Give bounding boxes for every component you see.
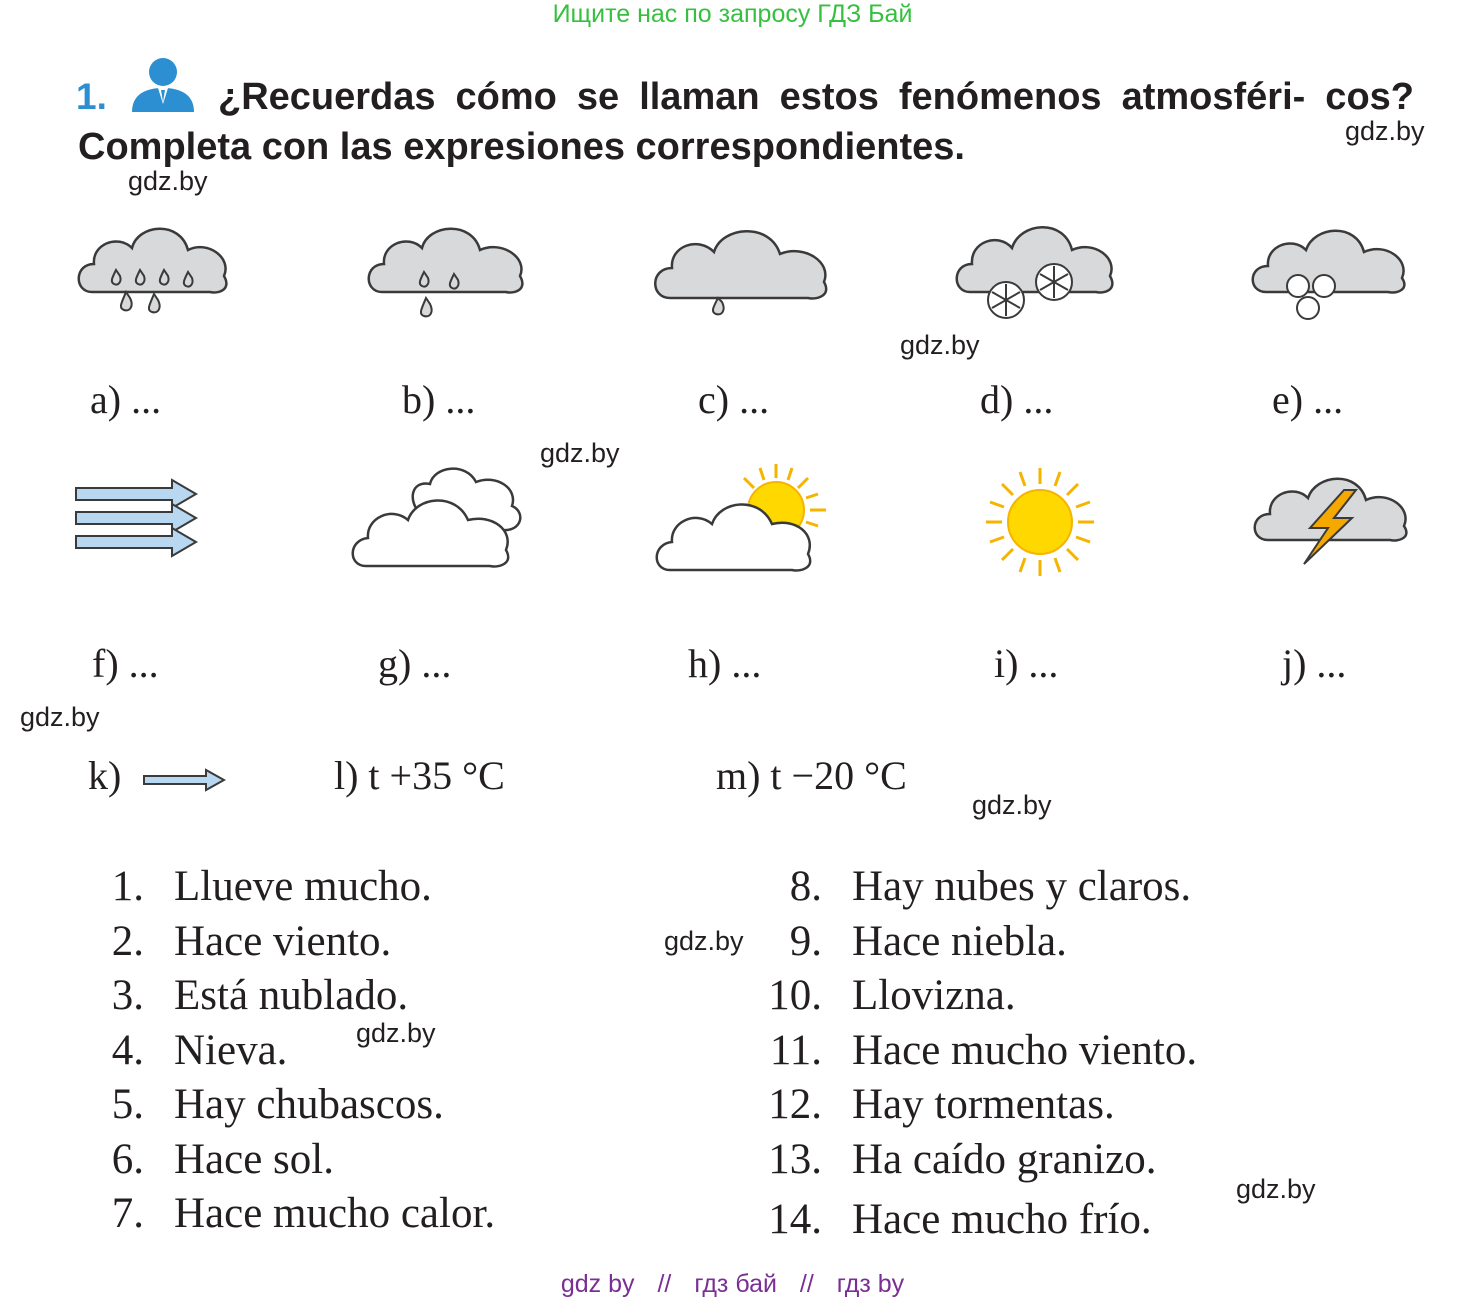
watermark: gdz.by <box>664 926 744 956</box>
snow-cloud-icon <box>950 218 1120 324</box>
option-item <box>752 917 1067 966</box>
option-number: 12. <box>768 1081 822 1128</box>
label-b: b) ... <box>402 377 476 422</box>
option-item <box>752 862 1191 911</box>
heavy-rain-cloud-icon <box>72 220 234 322</box>
option-text: Hace mucho viento. <box>852 1026 1198 1074</box>
option-number: 3. <box>111 972 144 1019</box>
label-c: c) ... <box>698 377 770 422</box>
option-text: Hace viento. <box>174 917 392 965</box>
watermark: gdz.by <box>540 438 620 468</box>
option-text: Llovizna. <box>852 972 1016 1019</box>
label-i: i) ... <box>994 641 1059 686</box>
option-item <box>752 1135 1156 1184</box>
option-number: 4. <box>111 1026 144 1074</box>
top-banner: Ищите нас по запросу ГДЗ Бай <box>552 0 913 28</box>
option-item <box>74 1189 495 1238</box>
task-instruction <box>78 72 1414 172</box>
option-text: Hace sol. <box>174 1135 334 1183</box>
footer-separator: // <box>657 1270 672 1298</box>
watermark: gdz.by <box>356 1018 436 1048</box>
option-text: Hace mucho frío. <box>852 1196 1152 1243</box>
option-text: Nieva. <box>174 1026 288 1074</box>
option-item <box>752 1195 1152 1244</box>
option-number: 11. <box>769 1026 822 1074</box>
option-item <box>74 1080 444 1129</box>
option-number: 9. <box>789 917 822 965</box>
footer-link[interactable]: gdz by <box>560 1270 635 1298</box>
drizzle-cloud-icon <box>648 222 834 320</box>
label-a: a) ... <box>90 377 162 422</box>
label-e: e) ... <box>1272 377 1344 422</box>
option-number: 13. <box>768 1135 822 1183</box>
hail-cloud-icon <box>1246 222 1412 322</box>
arrow-icon <box>142 768 226 792</box>
option-item <box>752 971 1016 1020</box>
option-number: 1. <box>111 863 144 910</box>
option-text: Llueve mucho. <box>174 863 432 910</box>
wind-arrows-icon <box>72 478 202 558</box>
watermark: gdz.by <box>128 166 208 196</box>
option-item <box>74 1135 334 1184</box>
option-number: 8. <box>789 863 822 910</box>
option-number: 2. <box>111 917 144 965</box>
label-l: l) t +35 °C <box>334 753 505 798</box>
cloudy-icon <box>346 460 530 574</box>
option-text: Hace mucho calor. <box>174 1190 496 1237</box>
task-text: ¿Recuerdas cómo se llaman estos fenómenos atmosféri- cos? Completa con las expresiones correspondientes. <box>78 76 1414 168</box>
footer-link[interactable]: гдз by <box>836 1270 905 1298</box>
option-item <box>74 1026 287 1075</box>
sun-behind-cloud-icon <box>650 462 832 574</box>
option-number: 5. <box>111 1081 144 1128</box>
option-number: 10. <box>768 972 822 1019</box>
rain-cloud-icon <box>362 220 532 322</box>
task-number: 1. <box>76 76 107 117</box>
label-g: g) ... <box>378 641 452 686</box>
option-item <box>74 917 391 966</box>
label-m: m) t −20 °C <box>716 753 907 798</box>
watermark: gdz.by <box>1345 116 1425 146</box>
watermark: gdz.by <box>20 702 100 732</box>
option-text: Hay chubascos. <box>174 1081 444 1128</box>
option-text: Ha caído granizo. <box>852 1135 1157 1183</box>
footer-link[interactable]: гдз бай <box>694 1270 777 1298</box>
watermark: gdz.by <box>900 330 980 360</box>
option-number: 14. <box>768 1196 822 1243</box>
option-item <box>752 1080 1115 1129</box>
option-item <box>74 971 408 1020</box>
option-number: 7. <box>111 1190 144 1237</box>
label-k: k) <box>88 753 122 798</box>
sun-icon <box>984 466 1096 578</box>
footer-separator: // <box>799 1270 814 1298</box>
option-text: Hace niebla. <box>852 917 1067 965</box>
label-j: j) ... <box>1282 641 1347 686</box>
watermark: gdz.by <box>1236 1174 1316 1204</box>
thunderstorm-cloud-icon <box>1248 470 1414 566</box>
label-d: d) ... <box>980 377 1054 422</box>
label-f: f) ... <box>92 641 159 686</box>
option-item <box>752 1026 1197 1075</box>
option-item <box>74 862 432 911</box>
option-text: Hay nubes y claros. <box>852 863 1192 910</box>
option-number: 6. <box>111 1135 144 1183</box>
watermark: gdz.by <box>972 790 1052 820</box>
option-text: Hay tormentas. <box>852 1081 1115 1128</box>
footer <box>0 1270 1465 1299</box>
label-h: h) ... <box>688 641 762 686</box>
option-text: Está nublado. <box>174 972 409 1019</box>
